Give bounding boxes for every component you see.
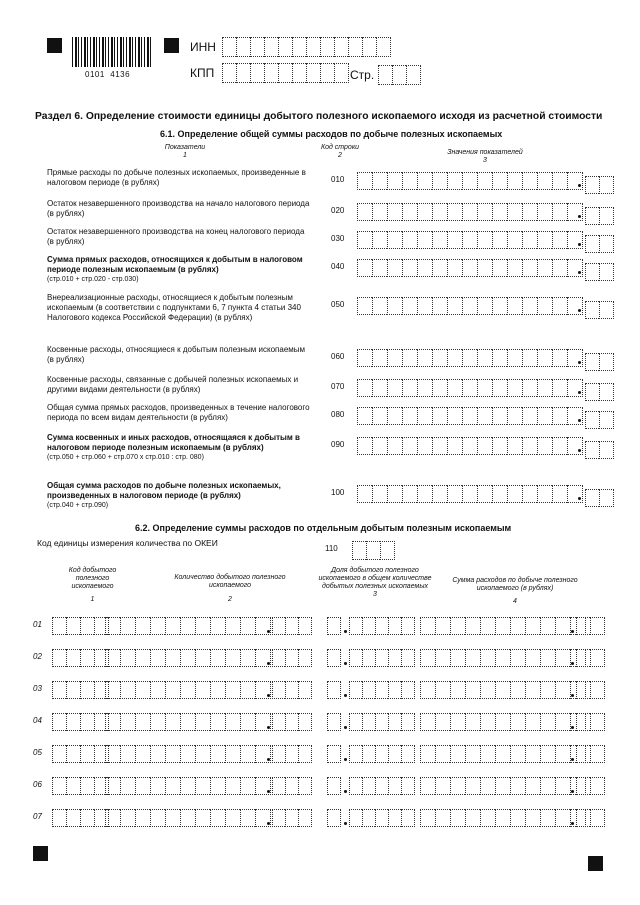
- share-decimal-field[interactable]: [349, 745, 415, 763]
- decimal-point: [571, 790, 574, 793]
- row-number: 05: [33, 748, 42, 757]
- mineral-code-field[interactable]: [52, 681, 109, 699]
- decimal-point: [571, 726, 574, 729]
- expense-integer-field[interactable]: [420, 745, 586, 763]
- share-integer-field[interactable]: [327, 809, 341, 827]
- corner-marker-top-left: [47, 38, 62, 53]
- value-field-integer[interactable]: [357, 437, 583, 455]
- value-field-decimal[interactable]: [585, 411, 614, 429]
- decimal-point: [578, 184, 581, 187]
- row-code: 040: [331, 262, 345, 271]
- indicator-label: Общая сумма прямых расходов, произведенных в течение налогового периода по всем видам деятельности (в рублях): [47, 403, 310, 422]
- quantity-decimal-field[interactable]: [272, 777, 312, 795]
- expense-decimal-field[interactable]: [576, 777, 605, 795]
- row-code: 020: [331, 206, 345, 215]
- value-field-integer[interactable]: [357, 231, 583, 249]
- share-decimal-field[interactable]: [349, 649, 415, 667]
- barcode-number: 0101 4136: [85, 70, 131, 79]
- decimal-point: [267, 790, 270, 793]
- share-integer-field[interactable]: [327, 745, 341, 763]
- section-title: Раздел 6. Определение стоимости единицы добытого полезного ископаемого исходя из расчетной стоимости: [35, 111, 603, 122]
- decimal-point: [344, 822, 347, 825]
- row-number: 07: [33, 812, 42, 821]
- value-field-integer[interactable]: [357, 259, 583, 277]
- mineral-code-field[interactable]: [52, 713, 109, 731]
- col-header-code: Код строки 2: [320, 144, 360, 159]
- decimal-point: [344, 726, 347, 729]
- decimal-point: [578, 419, 581, 422]
- expense-decimal-field[interactable]: [576, 617, 605, 635]
- indicator-label: Внереализационные расходы, относящиеся к добытым полезным ископаемым (в соответствии с подпунктами 6, 7 пункта 4 статьи 340 Налогового кодекса Российской Федерации) (в рублях): [47, 293, 301, 322]
- kpp-field[interactable]: [222, 63, 349, 83]
- value-field-integer[interactable]: [357, 349, 583, 367]
- decimal-point: [267, 694, 270, 697]
- quantity-decimal-field[interactable]: [272, 617, 312, 635]
- expense-integer-field[interactable]: [420, 777, 586, 795]
- barcode: [72, 37, 152, 67]
- expense-decimal-field[interactable]: [576, 809, 605, 827]
- row-code: 010: [331, 175, 345, 184]
- indicator-label: Остаток незавершенного производства на начало налогового периода (в рублях): [47, 199, 310, 218]
- p2-col-header-1: Код добытого полезного ископаемого 1: [68, 567, 117, 603]
- value-field-decimal[interactable]: [585, 207, 614, 225]
- decimal-point: [267, 630, 270, 633]
- value-field-decimal[interactable]: [585, 301, 614, 319]
- share-integer-field[interactable]: [327, 681, 341, 699]
- value-field-integer[interactable]: [357, 297, 583, 315]
- quantity-integer-field[interactable]: [105, 617, 271, 635]
- value-field-decimal[interactable]: [585, 176, 614, 194]
- value-field-decimal[interactable]: [585, 263, 614, 281]
- value-field-decimal[interactable]: [585, 353, 614, 371]
- indicator-label: Общая сумма расходов по добыче полезных ископаемых, произведенных в налоговом периоде (в рублях) (стр.040 + стр.090): [47, 481, 281, 509]
- share-integer-field[interactable]: [327, 649, 341, 667]
- quantity-integer-field[interactable]: [105, 777, 271, 795]
- decimal-point: [267, 758, 270, 761]
- row-number: 02: [33, 652, 42, 661]
- mineral-code-field[interactable]: [52, 777, 109, 795]
- quantity-decimal-field[interactable]: [272, 809, 312, 827]
- col-header-indicators: Показатели 1: [164, 144, 206, 159]
- decimal-point: [578, 449, 581, 452]
- decimal-point: [344, 758, 347, 761]
- row-code: 070: [331, 382, 345, 391]
- okei-code: 110: [325, 544, 338, 553]
- decimal-point: [578, 497, 581, 500]
- corner-marker-bottom-left: [33, 846, 48, 861]
- decimal-point: [571, 630, 574, 633]
- decimal-point: [344, 694, 347, 697]
- decimal-point: [571, 822, 574, 825]
- p2-col-header-2: Количество добытого полезного ископаемого 2: [174, 574, 286, 603]
- decimal-point: [578, 391, 581, 394]
- indicator-label: Косвенные расходы, связанные с добычей полезных ископаемых и другими видами деятельности (в рублях): [47, 375, 299, 394]
- p2-col-header-4: Сумма расходов по добыче полезного ископаемого (в рублях) 4: [452, 577, 578, 605]
- value-field-integer[interactable]: [357, 485, 583, 503]
- decimal-point: [344, 790, 347, 793]
- expense-integer-field[interactable]: [420, 809, 586, 827]
- share-decimal-field[interactable]: [349, 681, 415, 699]
- value-field-integer[interactable]: [357, 407, 583, 425]
- row-code: 100: [331, 488, 345, 497]
- mineral-code-field[interactable]: [52, 649, 109, 667]
- part2-title: 6.2. Определение суммы расходов по отдельным добытым полезным ископаемым: [135, 523, 512, 533]
- share-decimal-field[interactable]: [349, 777, 415, 795]
- row-number: 06: [33, 780, 42, 789]
- decimal-point: [578, 271, 581, 274]
- decimal-point: [267, 662, 270, 665]
- expense-decimal-field[interactable]: [576, 649, 605, 667]
- page-label: Стр.: [350, 68, 375, 82]
- page-field[interactable]: [378, 65, 421, 85]
- inn-field[interactable]: [222, 37, 391, 57]
- value-field-decimal[interactable]: [585, 383, 614, 401]
- value-field-decimal[interactable]: [585, 489, 614, 507]
- quantity-integer-field[interactable]: [105, 649, 271, 667]
- row-code: 050: [331, 300, 345, 309]
- share-integer-field[interactable]: [327, 617, 341, 635]
- corner-marker-bottom-right: [588, 856, 603, 871]
- share-decimal-field[interactable]: [349, 713, 415, 731]
- value-field-decimal[interactable]: [585, 235, 614, 253]
- mineral-code-field[interactable]: [52, 745, 109, 763]
- decimal-point: [578, 215, 581, 218]
- expense-decimal-field[interactable]: [576, 681, 605, 699]
- row-code: 090: [331, 440, 345, 449]
- value-field-integer[interactable]: [357, 379, 583, 397]
- mineral-code-field[interactable]: [52, 809, 109, 827]
- share-integer-field[interactable]: [327, 713, 341, 731]
- decimal-point: [578, 243, 581, 246]
- decimal-point: [578, 309, 581, 312]
- row-code: 060: [331, 352, 345, 361]
- indicator-label: Сумма прямых расходов, относящихся к добытым в налоговом периоде полезным ископаемым (в рублях) (стр.010 + стр.020 - стр.030): [47, 255, 303, 283]
- value-field-decimal[interactable]: [585, 441, 614, 459]
- value-field-integer[interactable]: [357, 203, 583, 221]
- inn-label: ИНН: [190, 40, 216, 54]
- indicator-label: Косвенные расходы, относящиеся к добытым полезным ископаемым (в рублях): [47, 345, 306, 364]
- okei-field[interactable]: [352, 541, 395, 560]
- quantity-decimal-field[interactable]: [272, 649, 312, 667]
- kpp-label: КПП: [190, 66, 215, 80]
- row-number: 01: [33, 620, 42, 629]
- corner-marker-top-right: [164, 38, 179, 53]
- value-field-integer[interactable]: [357, 172, 583, 190]
- col-header-values: Значения показателей 3: [447, 149, 523, 164]
- expense-integer-field[interactable]: [420, 713, 586, 731]
- expense-integer-field[interactable]: [420, 681, 586, 699]
- indicator-label: Остаток незавершенного производства на конец налогового периода (в рублях): [47, 227, 305, 246]
- row-number: 04: [33, 716, 42, 725]
- quantity-decimal-field[interactable]: [272, 713, 312, 731]
- quantity-decimal-field[interactable]: [272, 681, 312, 699]
- mineral-code-field[interactable]: [52, 617, 109, 635]
- row-number: 03: [33, 684, 42, 693]
- expense-decimal-field[interactable]: [576, 745, 605, 763]
- decimal-point: [267, 822, 270, 825]
- indicator-label: Прямые расходы по добыче полезных ископаемых, произведенные в налоговом периоде (в рублях): [47, 168, 306, 187]
- decimal-point: [571, 758, 574, 761]
- expense-decimal-field[interactable]: [576, 713, 605, 731]
- decimal-point: [578, 361, 581, 364]
- share-decimal-field[interactable]: [349, 617, 415, 635]
- part1-title: 6.1. Определение общей суммы расходов по добыче полезных ископаемых: [160, 129, 503, 139]
- decimal-point: [571, 662, 574, 665]
- decimal-point: [344, 662, 347, 665]
- share-decimal-field[interactable]: [349, 809, 415, 827]
- quantity-integer-field[interactable]: [105, 809, 271, 827]
- share-integer-field[interactable]: [327, 777, 341, 795]
- quantity-integer-field[interactable]: [105, 681, 271, 699]
- decimal-point: [571, 694, 574, 697]
- p2-col-header-3: Доля добытого полезного ископаемого в общем количестве добытых полезных ископаемых 3: [318, 567, 432, 598]
- row-code: 030: [331, 234, 345, 243]
- decimal-point: [267, 726, 270, 729]
- indicator-label: Сумма косвенных и иных расходов, относящаяся к добытым в налоговом периоде полезным ископаемым (в рублях) (стр.050 + стр.060 + стр.070 х стр.010 : стр. 080): [47, 433, 300, 461]
- decimal-point: [344, 630, 347, 633]
- row-code: 080: [331, 410, 345, 419]
- quantity-integer-field[interactable]: [105, 713, 271, 731]
- quantity-decimal-field[interactable]: [272, 745, 312, 763]
- quantity-integer-field[interactable]: [105, 745, 271, 763]
- expense-integer-field[interactable]: [420, 617, 586, 635]
- okei-label: Код единицы измерения количества по ОКЕИ: [37, 538, 218, 548]
- expense-integer-field[interactable]: [420, 649, 586, 667]
